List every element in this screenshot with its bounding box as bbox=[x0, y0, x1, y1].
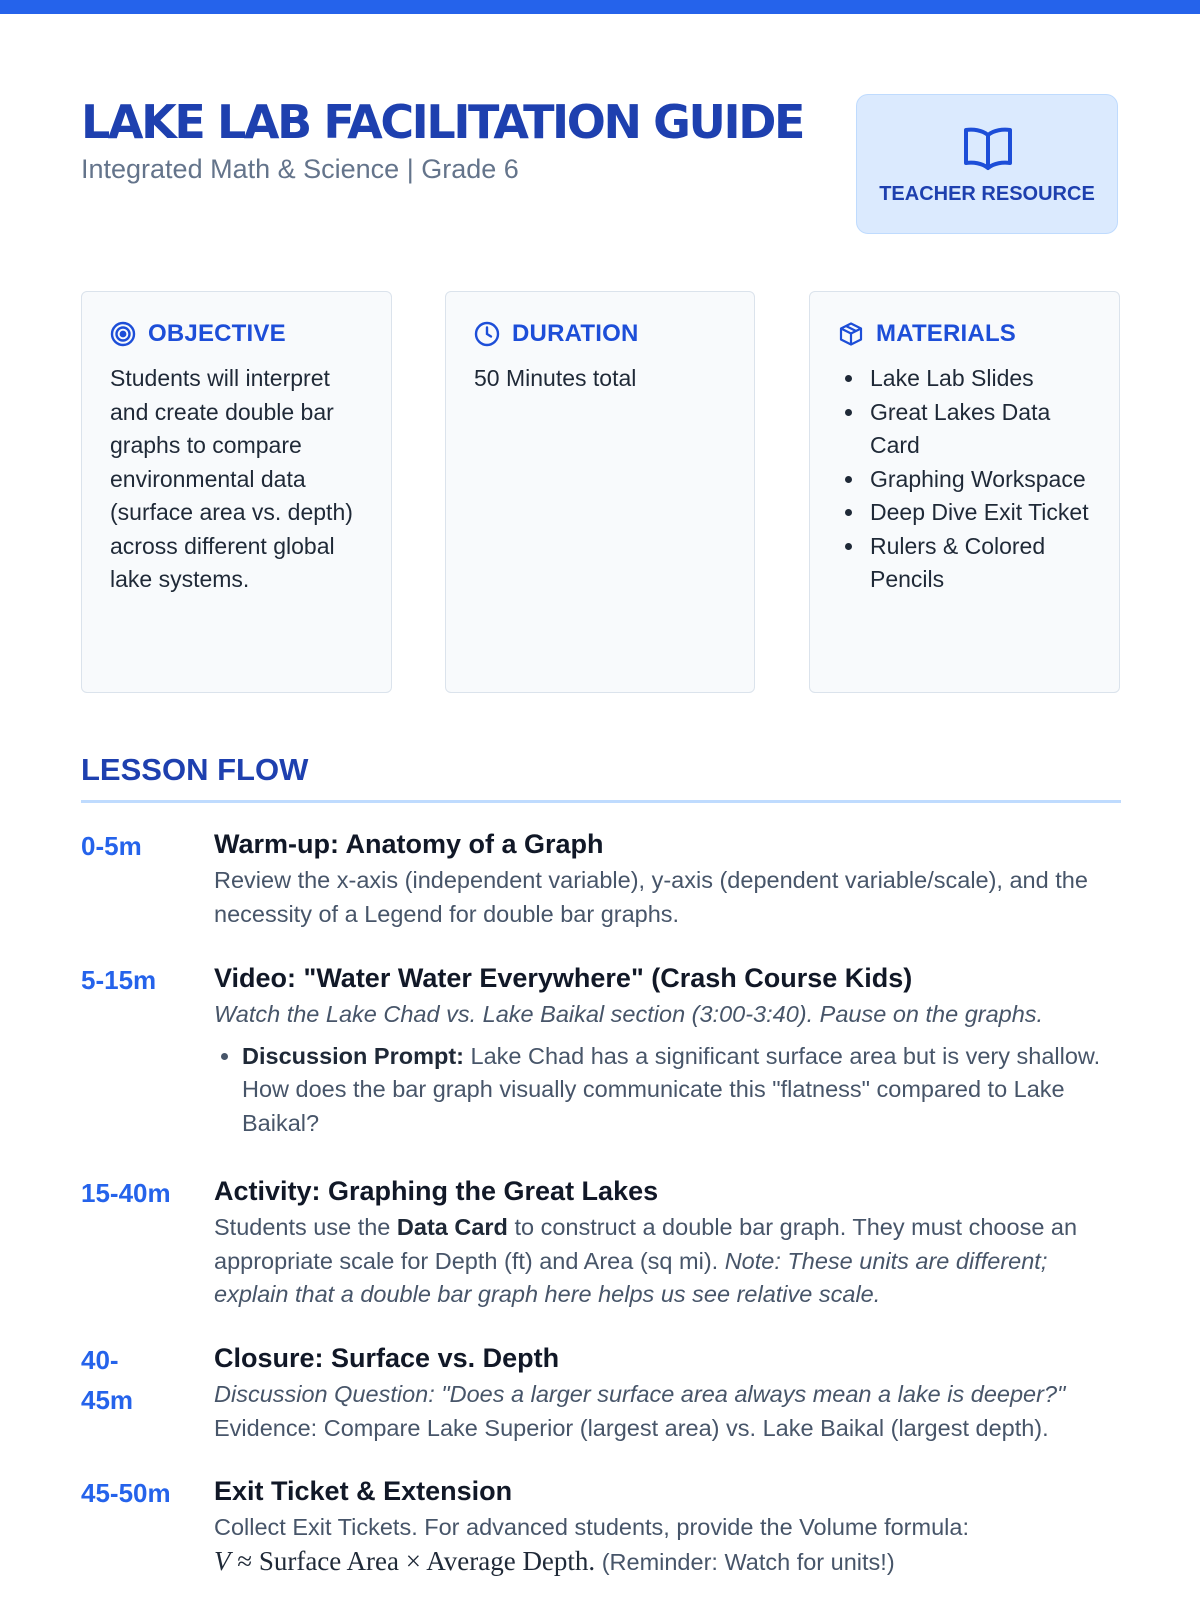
book-open-icon bbox=[963, 125, 1013, 171]
step-title: Warm-up: Anatomy of a Graph bbox=[214, 829, 604, 859]
step-time: 40-45m bbox=[81, 1345, 134, 1415]
top-accent-bar bbox=[0, 0, 1200, 14]
data-card-term: Data Card bbox=[396, 1214, 508, 1240]
closure-evidence: Evidence: Compare Lake Superior (largest area) vs. Lake Baikal (largest depth). bbox=[214, 1414, 1049, 1441]
step-time: 5-15m bbox=[81, 965, 157, 995]
formula-approx: ≈ bbox=[230, 1545, 259, 1576]
discussion-prompt-text: Lake Chad has a significant surface area but is very shallow. How does the bar graph visually communicate this "flatness" compared to Lake Baikal? bbox=[242, 1042, 1101, 1136]
clock-icon bbox=[474, 321, 500, 347]
step-title: Video: "Water Water Everywhere" (Crash Course Kids) bbox=[214, 963, 913, 993]
box-icon bbox=[838, 321, 864, 347]
duration-card-header bbox=[474, 320, 728, 348]
step-title: Activity: Graphing the Great Lakes bbox=[214, 1176, 659, 1206]
document-header bbox=[81, 92, 1121, 242]
duration-card bbox=[445, 291, 755, 693]
discussion-list bbox=[214, 1040, 1114, 1141]
step-time: 15-40m bbox=[81, 1178, 171, 1208]
step-time: 0-5m bbox=[81, 831, 142, 861]
target-icon bbox=[110, 321, 136, 347]
formula-term-depth: Average Depth. bbox=[426, 1545, 596, 1576]
discussion-prompt bbox=[242, 1040, 1114, 1141]
badge-label: TEACHER RESOURCE bbox=[879, 183, 1095, 205]
formula-term-area: Surface Area bbox=[258, 1545, 399, 1576]
step-description bbox=[214, 1211, 1114, 1312]
page-subtitle: Integrated Math & Science | Grade 6 bbox=[81, 154, 519, 184]
materials-card-header bbox=[838, 320, 1093, 348]
discussion-prompt-label: Discussion Prompt: bbox=[242, 1042, 464, 1069]
step-content bbox=[214, 1473, 1114, 1579]
materials-item: • Deep Dive Exit Ticket bbox=[866, 496, 1093, 530]
step-description bbox=[214, 998, 1114, 1032]
lesson-flow-heading: LESSON FLOW bbox=[81, 752, 309, 787]
step-title: Exit Ticket & Extension bbox=[214, 1476, 513, 1506]
activity-note: Note: These units are different; explain that a double bar graph here helps us see relative scale. bbox=[214, 1247, 1048, 1307]
activity-text-start: Students use the bbox=[214, 1214, 397, 1240]
step-content bbox=[214, 1340, 1114, 1445]
step-time: 45-50m bbox=[81, 1478, 171, 1508]
materials-title: MATERIALS bbox=[876, 320, 1017, 347]
step-description: Review the x-axis (independent variable), y-axis (dependent variable/scale), and the necessity of a Legend for double bar graphs. bbox=[214, 867, 1088, 927]
teacher-resource-badge bbox=[856, 94, 1118, 234]
step-content bbox=[214, 1173, 1114, 1312]
objective-title: OBJECTIVE bbox=[148, 320, 286, 347]
objective-text: Students will interpret and create double bar graphs to compare environmental data (surface area vs. depth) across different global lake systems. bbox=[110, 365, 353, 592]
materials-card bbox=[809, 291, 1120, 693]
step-content bbox=[214, 960, 1114, 1140]
materials-item: • Graphing Workspace bbox=[866, 463, 1093, 497]
duration-title: DURATION bbox=[512, 320, 639, 347]
formula-reminder: (Reminder: Watch for units!) bbox=[595, 1548, 895, 1575]
activity-text-end: to construct a double bar graph. They must choose an appropriate scale for Depth (ft) and Area (sq mi). bbox=[214, 1214, 1078, 1274]
section-divider bbox=[81, 800, 1121, 803]
objective-card bbox=[81, 291, 392, 693]
materials-item: • Rulers & Colored Pencils bbox=[866, 530, 1093, 597]
volume-formula bbox=[214, 1546, 595, 1576]
formula-times: × bbox=[399, 1545, 427, 1576]
duration-text: 50 Minutes total bbox=[474, 365, 637, 391]
materials-list bbox=[838, 362, 1093, 597]
video-instructions: Watch the Lake Chad vs. Lake Baikal section (3:00-3:40). Pause on the graphs. bbox=[214, 1001, 1044, 1027]
materials-item: • Lake Lab Slides bbox=[866, 362, 1093, 396]
step-description bbox=[214, 1511, 1114, 1579]
step-title: Closure: Surface vs. Depth bbox=[214, 1343, 560, 1373]
formula-variable: V bbox=[214, 1545, 231, 1576]
objective-card-header bbox=[110, 320, 365, 348]
step-description bbox=[214, 1378, 1114, 1445]
exit-ticket-text: Collect Exit Tickets. For advanced students, provide the Volume formula: bbox=[214, 1514, 969, 1540]
page-title: LAKE LAB FACILITATION GUIDE bbox=[81, 95, 804, 149]
materials-item: • Great Lakes Data Card bbox=[866, 396, 1093, 463]
closure-question: Discussion Question: "Does a larger surface area always mean a lake is deeper?" bbox=[214, 1381, 1066, 1407]
step-content bbox=[214, 826, 1114, 931]
